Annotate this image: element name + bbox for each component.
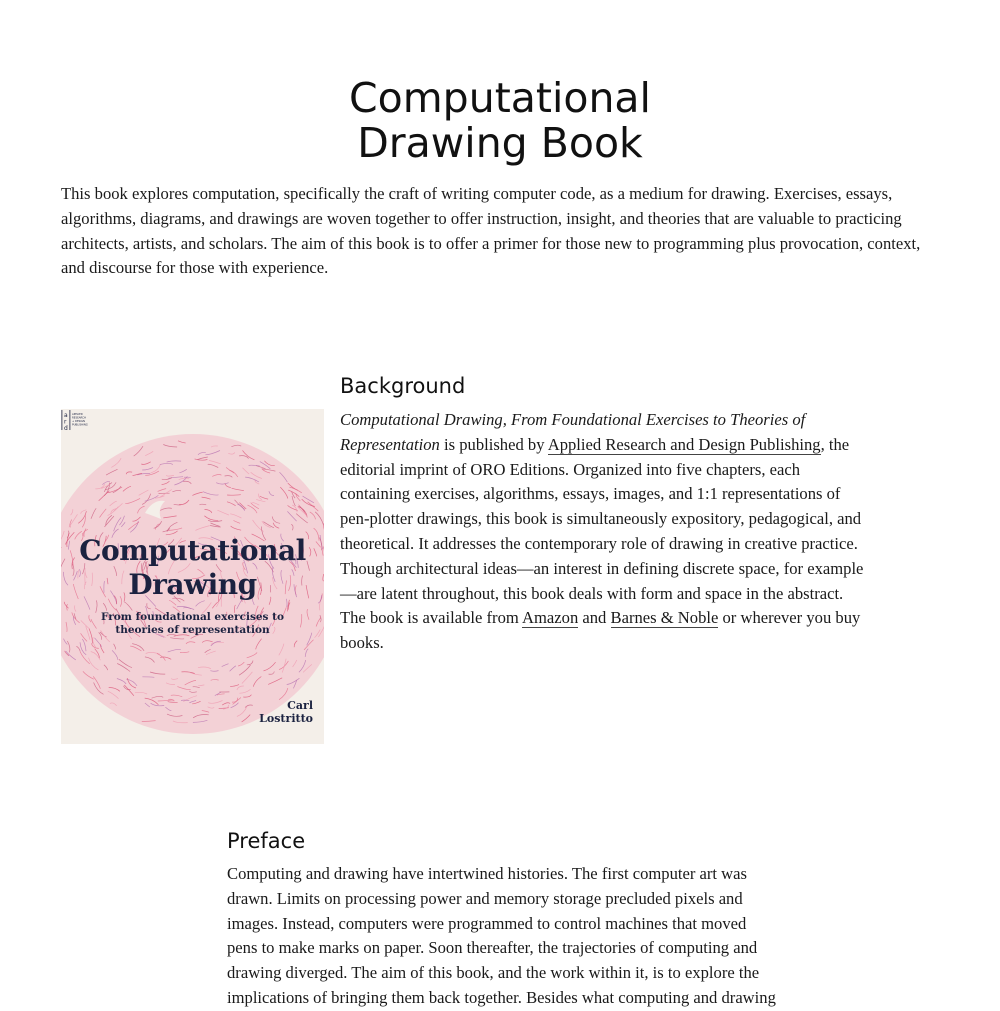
publisher-link[interactable]: Applied Research and Design Publishing xyxy=(547,434,821,454)
cover-author-last: Lostritto xyxy=(259,712,313,725)
background-text-3: and xyxy=(578,608,611,628)
publisher-small-3: + DESIGN xyxy=(72,420,85,423)
page-title-line-2: Drawing Book xyxy=(357,119,643,167)
book-cover-image xyxy=(61,409,324,744)
cover-author-first: Carl xyxy=(287,699,313,712)
publisher-logo xyxy=(61,409,101,431)
preface-heading: Preface xyxy=(227,829,306,853)
intro-paragraph: This book explores computation, specifically the craft of writing computer code, as a medium for drawing. Exercises, essays, algorithms, diagrams, and drawings are woven together to offer instruction, insight, and theories that are valuable to practicing architects, artists, and scholars. The aim of this book is to offer a primer for those new to programming plus provocation, context, and discourse for those with experience. xyxy=(61,184,921,278)
preface-paragraph: Computing and drawing have intertwined histories. The first computer art was drawn. Limits on processing power and memory storage precluded pixels and images. Instead, computers were programmed to control machines that moved pens to make marks on paper. Soon thereafter, the trajectories of computing and drawing diverged. The aim of this book, and the work within it, is to explore the implications of bringing them back together. Besides what computing and drawing xyxy=(227,864,776,1007)
barnes-noble-link[interactable]: Barnes & Noble xyxy=(610,608,719,628)
background-paragraph xyxy=(340,408,865,656)
publisher-mark-r: r xyxy=(64,418,67,426)
background-text-2: , the editorial imprint of ORO Editions. Organized into five chapters, each containing exercises, algorithms, essays, images, and 1:1 representations of pen-plotter drawings, this book is simultaneously expository, pedagogical, and theoretical. It addresses the contemporary role of drawing in creative practice. Though architectural ideas—an interest in defining discrete space, for example—are latent throughout, this book deals with form and space in the abstract. The book is available from xyxy=(340,434,864,628)
cover-subtitle: From foundational exercises to theories of representation xyxy=(101,611,284,636)
page-title-line-1: Computational xyxy=(349,74,651,122)
cover-title-line-2: Drawing xyxy=(128,568,257,601)
cover-title xyxy=(61,534,324,602)
publisher-small-4: PUBLISHING xyxy=(72,423,88,427)
publisher-small-1: APPLIED xyxy=(72,413,83,416)
cover-author xyxy=(259,699,313,725)
publisher-mark-a: a xyxy=(64,412,68,419)
background-heading: Background xyxy=(340,374,466,398)
publisher-small-2: RESEARCH xyxy=(72,416,86,420)
publisher-mark-d: d xyxy=(64,425,68,431)
background-text-1: is published by xyxy=(439,434,548,454)
background-text-4: or wherever you buy books. xyxy=(340,608,861,653)
cover-title-line-1: Computational xyxy=(79,534,306,567)
page-title xyxy=(0,76,1000,166)
amazon-link[interactable]: Amazon xyxy=(522,608,579,628)
book-title-italic: Computational Drawing, From Foundational Exercises to Theories of Representation xyxy=(340,410,806,454)
